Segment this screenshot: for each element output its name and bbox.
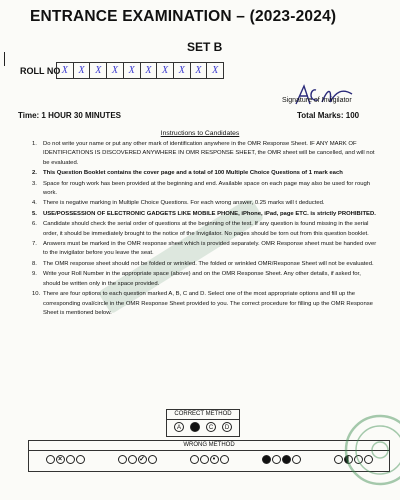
wrong-example [190, 455, 229, 464]
roll-cell: X [156, 62, 174, 79]
wrong-bubble [66, 455, 75, 464]
instruction-item: 1. Do not write your name or put any other mark of identification anywhere in the OMR Response Sheet. IF ANY MARK OF IDENTIFICATIONS IS DISCOVERED ANYWHERE IN OMR RESPONSE SHEET, the OMR sheet will be cancelled, and will not be evaluated. [32, 141, 375, 166]
bubble-c: C [206, 422, 216, 432]
instruction-item: 4. There is negative marking in Multiple Choice Questions. For each wrong answer, 0.25 marks will t deducted. [32, 200, 325, 207]
wrong-bubble-filled [282, 455, 291, 464]
correct-method-box [166, 409, 240, 437]
instruction-item: 6. Candidate should check the serial order of questions at the beginning of the test. If any question is found missing in the serial order, it should be immediately brought to the notice of the Invigilator. No pages should be torn out from this question booklet. [32, 221, 369, 237]
instruction-item: 10. There are four options to each question marked A, B, C and D. Select one of the most appropriate options and fill up the corresponding oval/circle in the OMR Response Sheet provided to you. The correct procedure for filling up the OMR Response Sheet is mentioned below. [32, 291, 373, 316]
roll-cell: X [190, 62, 208, 79]
instruction-item: 7. Answers must be marked in the OMR response sheet which is provided separately. OMR Response sheet must be handed over to the invigilator before you leave the seat. [32, 241, 377, 257]
wrong-bubble [292, 455, 301, 464]
total-marks-label: Total Marks: 100 [297, 111, 360, 120]
wrong-bubble-filled [262, 455, 271, 464]
correct-method-label: CORRECT METHOD [167, 410, 239, 420]
wrong-example [46, 455, 85, 464]
wrong-method-label: WRONG METHOD [29, 441, 389, 451]
wrong-bubble [148, 455, 157, 464]
time-label: Time: 1 HOUR 30 MINUTES [18, 111, 121, 120]
wrong-bubble [220, 455, 229, 464]
wrong-bubble [118, 455, 127, 464]
instruction-item: 8. The OMR response sheet should not be folded or wrinkled. The folded or wrinkled OMR/Response Sheet will not be evaluated. [32, 260, 374, 267]
bubble-a: A [174, 422, 184, 432]
wrong-bubble [46, 455, 55, 464]
wrong-bubble [76, 455, 85, 464]
wrong-example [118, 455, 157, 464]
bubble-d: D [222, 422, 232, 432]
roll-cell: X [123, 62, 141, 79]
dot-bubble: • [210, 455, 219, 464]
exam-title: ENTRANCE EXAMINATION – (2023-2024) [30, 8, 337, 25]
roll-cell: X [206, 62, 224, 79]
roll-cell: X [89, 62, 107, 79]
roll-cell: X [140, 62, 158, 79]
set-label: SET B [187, 40, 223, 54]
signature-of-invigilator-label: Signature of Invigilator [282, 97, 352, 104]
cross-bubble: × [56, 455, 65, 464]
instruction-item: 3. Space for rough work has been provided at the beginning and end. Available space on each page may also be used for rough work. [32, 180, 371, 197]
instruction-item: 2. This Question Booklet contains the cover page and a total of 100 Multiple Choice Questions of 1 mark each [32, 170, 343, 177]
margin-mark [4, 52, 5, 66]
instruction-item: 5. USE/POSSESSION OF ELECTRONIC GADGETS LIKE MOBILE PHONE, iPhone, iPad, page ETC. is strictly PROHIBITED. [32, 210, 376, 217]
instructions-heading: Instructions to Candidates [160, 130, 240, 137]
instructions-list [32, 140, 377, 319]
wrong-bubble [272, 455, 281, 464]
roll-cell: X [73, 62, 91, 79]
wrong-example [262, 455, 301, 464]
tick-bubble: ✓ [139, 456, 145, 463]
wrong-bubble [190, 455, 199, 464]
roll-no-field[interactable] [56, 62, 223, 79]
wrong-bubble [128, 455, 137, 464]
wrong-bubble [200, 455, 209, 464]
roll-cell: X [106, 62, 124, 79]
institution-seal-stamp [335, 405, 400, 490]
instruction-item: 9. Write your Roll Number in the appropriate space (above) and on the OMR Response Sheet. Any other details, if asked for, should be written only in the space provided. [32, 271, 361, 287]
roll-no-label: ROLL NO [20, 66, 61, 76]
bubble-b-filled [190, 422, 200, 432]
roll-cell: X [56, 62, 74, 79]
roll-cell: X [173, 62, 191, 79]
